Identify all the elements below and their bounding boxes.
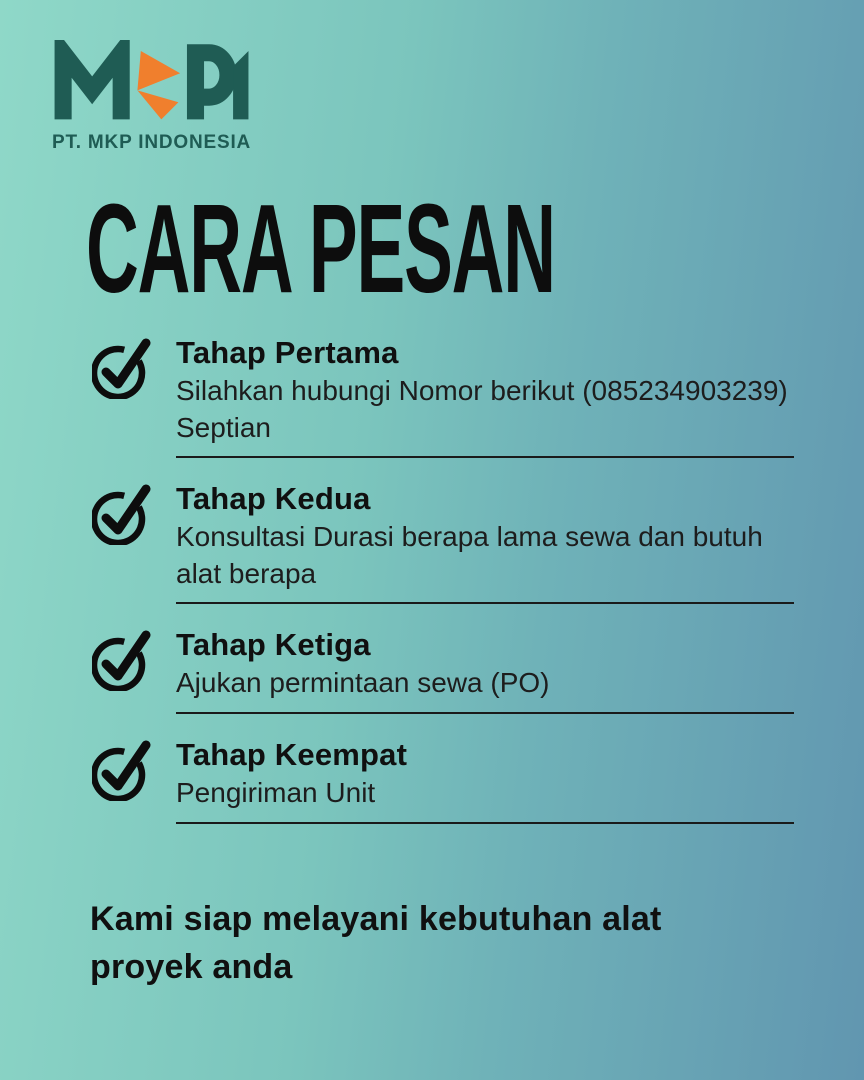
list-item-step-3 [92,625,794,714]
brand-logo [52,40,257,154]
footer-tagline: Kami siap melayani kebutuhan alat proyek anda [90,900,662,987]
list-item-step-4 [92,735,794,824]
list-item-step-2 [92,479,794,604]
page-title [86,178,864,319]
step-body: Ajukan permintaan sewa (PO) [176,667,550,699]
steps-list [92,333,794,845]
check-circle-icon [92,737,156,801]
step-title: Tahap Keempat [176,736,408,772]
company-name: PT. MKP INDONESIA [52,132,252,153]
list-item-step-1 [92,333,794,458]
step-body: Pengiriman Unit [176,777,376,809]
check-circle-icon [92,481,156,545]
step-content [176,735,794,824]
mkpi-logo-icon [52,40,257,127]
step-title: Tahap Ketiga [176,627,371,663]
check-circle-icon [92,335,156,399]
step-content [176,479,794,604]
check-circle-icon [92,627,156,691]
step-title: Tahap Pertama [176,335,399,370]
step-body: Silahkan hubungi Nomor berikut (085234903239) Septian [176,375,788,443]
step-content [176,333,794,458]
step-content [176,625,794,714]
page-title-text: CARA PESAN [86,178,555,319]
step-title: Tahap Kedua [176,481,371,517]
step-body: Konsultasi Durasi berapa lama sewa dan butuh alat berapa [176,521,763,589]
